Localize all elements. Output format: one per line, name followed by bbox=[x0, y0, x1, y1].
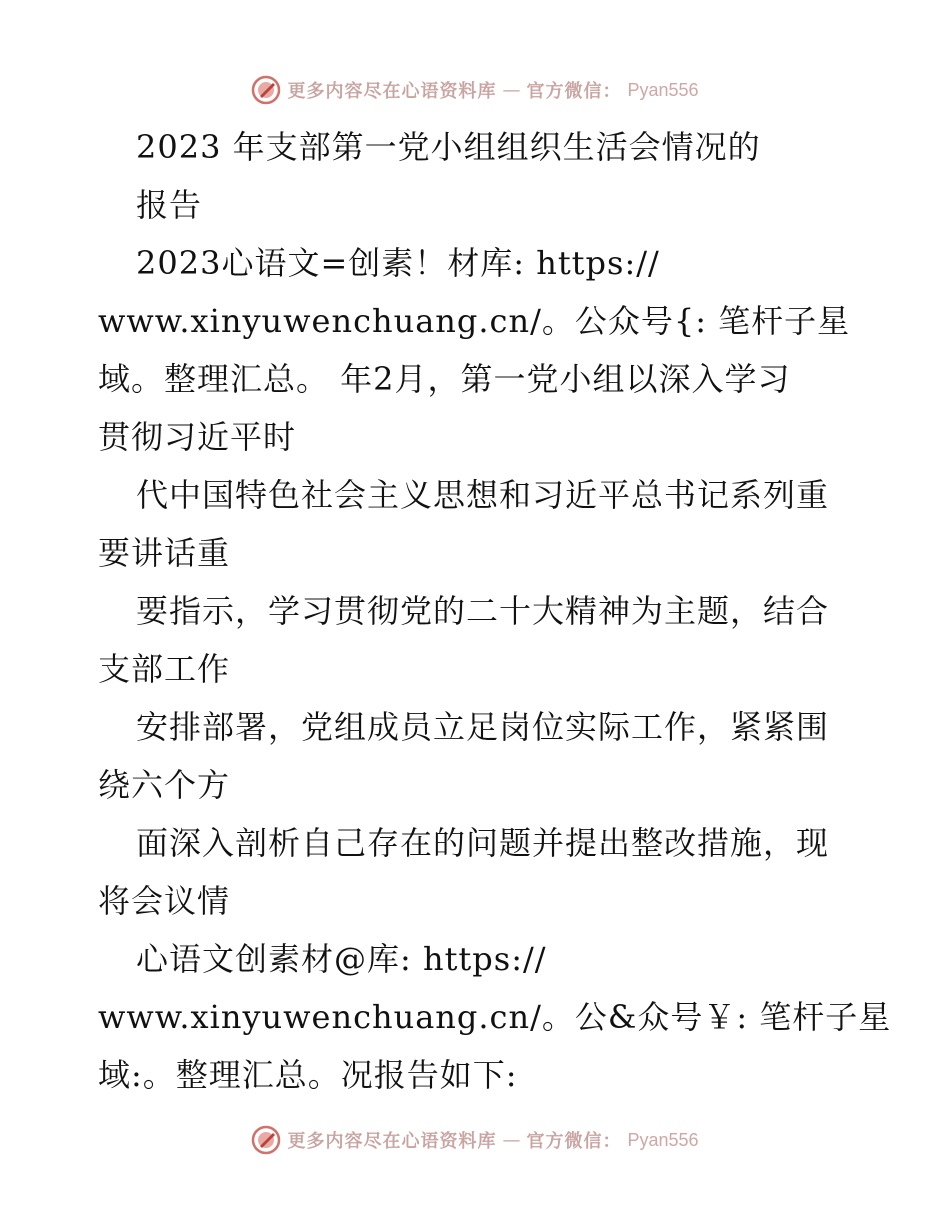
doc-line: 代中国特色社会主义思想和习近平总书记系列重 bbox=[136, 476, 830, 514]
banner-handle: Pyan556 bbox=[627, 79, 699, 100]
banner-separator: — bbox=[502, 79, 521, 101]
doc-line: 贯彻习近平时 bbox=[98, 418, 297, 456]
banner-contact-text: 官方微信： bbox=[526, 81, 622, 102]
banner-handle: Pyan556 bbox=[627, 1129, 699, 1150]
banner-main-text: 更多内容尽在心语资料库 bbox=[287, 1131, 497, 1152]
doc-line: www.xinyuwenchuang.cn/。公众号{: 笔杆子星 bbox=[98, 302, 851, 340]
doc-line: 面深入剖析自己存在的问题并提出整改措施，现 bbox=[136, 824, 830, 862]
banner-contact-text: 官方微信： bbox=[526, 1131, 622, 1152]
red-seal-pen-logo-icon bbox=[251, 75, 281, 105]
banner-separator: — bbox=[502, 1129, 521, 1151]
doc-line: 要指示，学习贯彻党的二十大精神为主题，结合 bbox=[136, 592, 830, 630]
doc-line: 域:。整理汇总。况报告如下: bbox=[98, 1056, 518, 1094]
doc-line: 绕六个方 bbox=[98, 766, 231, 804]
banner-main-text: 更多内容尽在心语资料库 bbox=[287, 81, 497, 102]
document-body bbox=[98, 118, 892, 1104]
doc-line: 将会议情 bbox=[98, 882, 231, 920]
header-watermark-banner bbox=[0, 70, 950, 110]
doc-line: 2023 年支部第一党小组组织生活会情况的 bbox=[136, 128, 761, 166]
doc-line: www.xinyuwenchuang.cn/。公&众号￥: 笔杆子星 bbox=[98, 998, 892, 1036]
doc-line: 支部工作 bbox=[98, 650, 231, 688]
doc-line: 2023心语文=创素！材库: https:// bbox=[136, 244, 660, 282]
doc-line: 域。整理汇总。 年2月，第一党小组以深入学习 bbox=[98, 360, 791, 398]
doc-line: 报告 bbox=[136, 186, 203, 224]
footer-watermark-banner bbox=[0, 1120, 950, 1160]
red-seal-pen-logo-icon bbox=[251, 1125, 281, 1155]
doc-line: 心语文创素材@库: https:// bbox=[136, 940, 547, 978]
doc-line: 安排部署，党组成员立足岗位实际工作，紧紧围 bbox=[136, 708, 830, 746]
doc-line: 要讲话重 bbox=[98, 534, 231, 572]
